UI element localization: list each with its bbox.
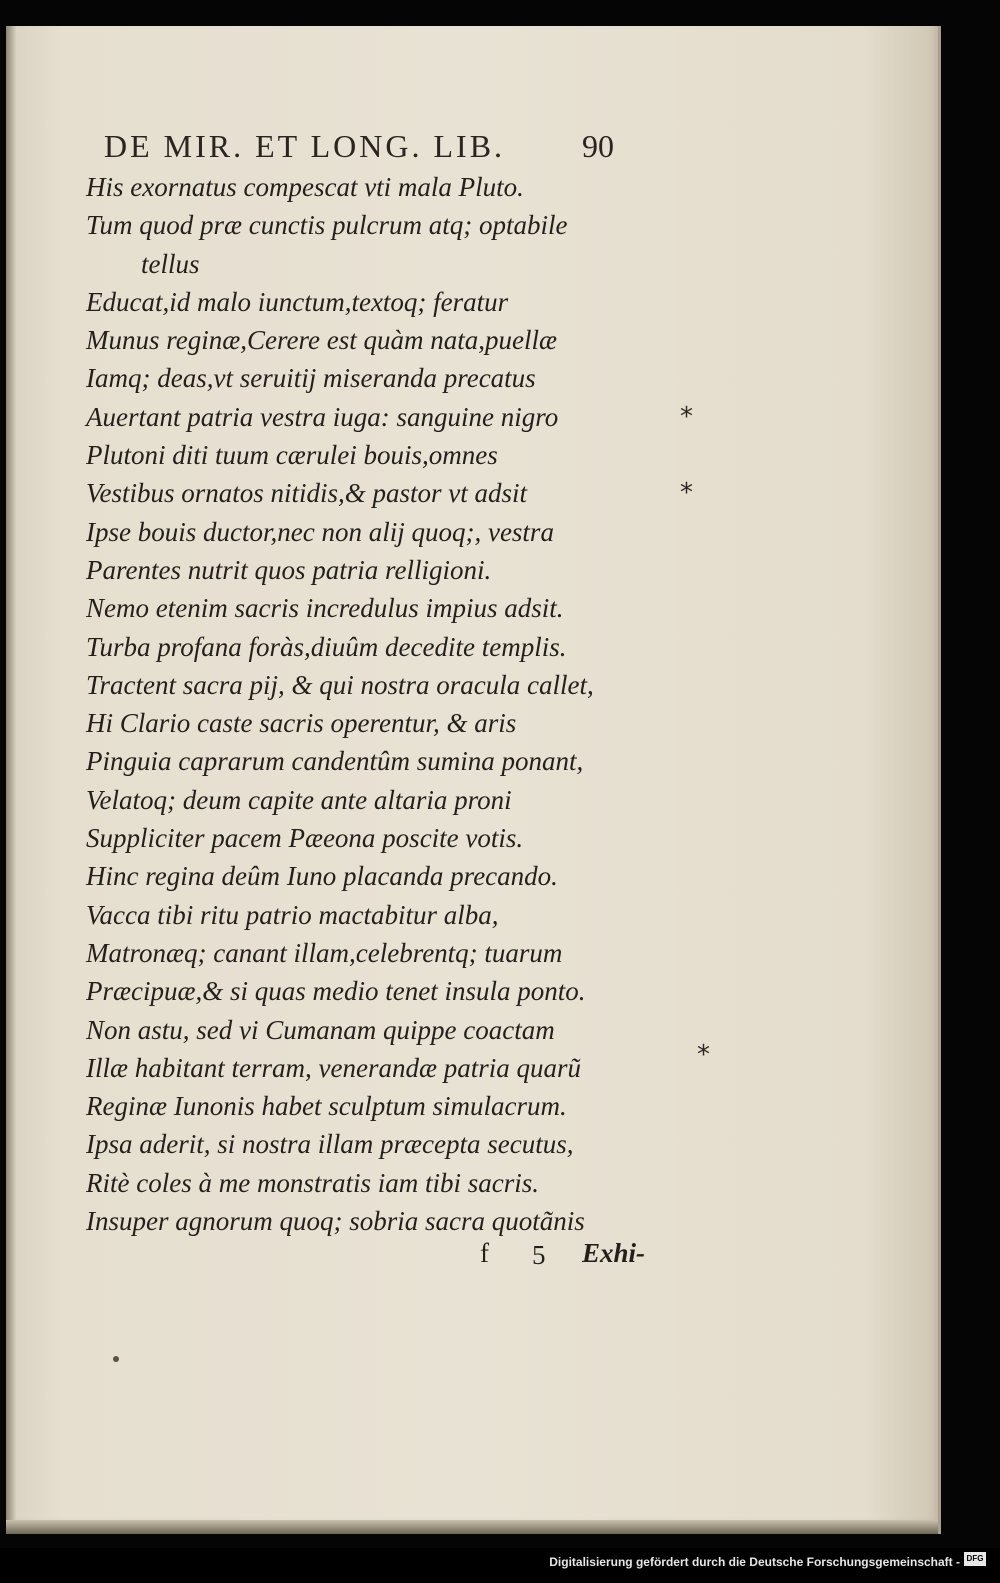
verse-line-text: Munus reginæ,Cerere est quàm nata,puellæ (86, 325, 557, 356)
catch-line (480, 1238, 660, 1278)
verse-text-block (86, 168, 686, 1240)
catchword: Exhi- (582, 1238, 646, 1268)
verse-line-text: Illæ habitant terram, venerandæ patria quarũ (86, 1052, 581, 1083)
verse-line (86, 321, 686, 359)
verse-line-text: Præcipuæ,& si quas medio tenet insula ponto. (86, 976, 586, 1007)
verse-line-text: Insuper agnorum quoq; sobria sacra quotãnis (86, 1206, 585, 1237)
verse-line-text: Non astu, sed vi Cumanam quippe coactam (86, 1014, 555, 1045)
ink-spot (113, 1356, 119, 1362)
verse-line-text: Hi Clario caste sacris operentur, & aris (86, 708, 517, 739)
verse-line-text: Nemo etenim sacris incredulus impius adsit. (86, 593, 564, 624)
dfg-logo: DFG (964, 1552, 986, 1566)
verse-line-text: His exornatus compescat vti mala Pluto. (86, 172, 524, 202)
verse-line (86, 704, 686, 742)
verse-line (86, 1164, 686, 1202)
verse-line (86, 283, 686, 321)
verse-line (86, 206, 686, 244)
verse-line (86, 896, 686, 934)
verse-line (86, 819, 686, 857)
verse-line (86, 857, 686, 895)
verse-line (86, 1125, 686, 1163)
verse-line (86, 1087, 686, 1125)
verse-line-text: Tum quod præ cunctis pulcrum atq; optabile (86, 210, 568, 241)
verse-line (86, 666, 686, 704)
verse-line (86, 781, 686, 819)
verse-line (86, 168, 686, 206)
verse-line (86, 934, 686, 972)
verse-line-text: Ritè coles à me monstratis iam tibi sacris. (86, 1167, 539, 1198)
verse-line (86, 436, 686, 474)
page-gutter (6, 26, 16, 1534)
verse-line-text: Velatoq; deum capite ante altaria proni (86, 784, 512, 815)
verse-line (86, 551, 686, 589)
verse-line-text: Vestibus ornatos nitidis,& pastor vt adsit (86, 478, 528, 509)
running-head: DE MIR. ET LONG. LIB. (104, 128, 506, 164)
verse-line-text: Reginæ Iunonis habet sculptum simulacrum. (86, 1091, 567, 1122)
verse-line-text: tellus (141, 248, 200, 279)
verse-line-text: Tractent sacra pij, & qui nostra oracula callet, (86, 669, 594, 700)
page-number: 90 (582, 128, 614, 164)
page-header (104, 128, 664, 168)
signature-number: 5 (532, 1240, 546, 1270)
margin-asterisk: * (680, 402, 693, 432)
verse-line-text: Pinguia caprarum candentûm sumina ponant, (86, 746, 584, 777)
footer-credit: Digitalisierung gefördert durch die Deutsche Forschungsgemeinschaft - (549, 1555, 960, 1569)
verse-line (86, 972, 686, 1010)
verse-line-text: Suppliciter pacem Pæeona poscite votis. (86, 823, 524, 854)
verse-line (86, 245, 686, 283)
verse-line (86, 513, 686, 551)
margin-asterisk: * (697, 1040, 710, 1070)
verse-line-text: Iamq; deas,vt seruitij miseranda precatus (86, 363, 536, 394)
verse-line (86, 359, 686, 397)
verse-line-text: Auertant patria vestra iuga: sanguine nigro (86, 401, 559, 432)
verse-line-text: Matronæq; canant illam,celebrentq; tuarum (86, 937, 563, 968)
verse-line (86, 589, 686, 627)
verse-line (86, 742, 686, 780)
page-bottom-edge (6, 1520, 938, 1534)
verse-line (86, 628, 686, 666)
signature-mark: f (480, 1238, 489, 1268)
verse-line (86, 398, 686, 436)
verse-line (86, 1011, 686, 1049)
verse-line (86, 1049, 686, 1087)
verse-line-text: Parentes nutrit quos patria relligioni. (86, 554, 492, 585)
verse-line-text: Ipsa aderit, si nostra illam præcepta secutus, (86, 1129, 574, 1160)
verse-line-text: Vacca tibi ritu patrio mactabitur alba, (86, 899, 499, 930)
verse-line-text: Educat,id malo iunctum,textoq; feratur (86, 286, 509, 317)
verse-line-text: Ipse bouis ductor,nec non alij quoq;, vestra (86, 516, 554, 547)
verse-line-text: Plutoni diti tuum cærulei bouis,omnes (86, 440, 498, 471)
verse-line (86, 474, 686, 512)
verse-line-text: Turba profana foràs,diuûm decedite templis. (86, 631, 567, 662)
verse-line (86, 1202, 686, 1240)
margin-asterisk: * (680, 478, 693, 508)
verse-line-text: Hinc regina deûm Iuno placanda precando. (86, 861, 558, 892)
